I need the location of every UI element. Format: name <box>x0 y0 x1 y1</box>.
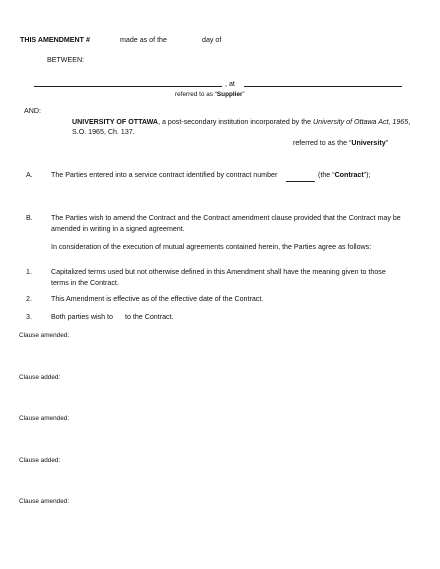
supplier-term: Supplier <box>216 91 243 98</box>
supplier-address-line <box>244 86 402 87</box>
contract-defined-term: (the “Contract”); <box>318 171 371 179</box>
term-1-line2: terms in the Contract. <box>51 279 119 287</box>
term-2-text: This Amendment is effective as of the effective date of the Contract. <box>51 295 264 303</box>
consideration-text: In consideration of the execution of mutual agreements contained herein, the Parties agree as follows: <box>51 243 372 251</box>
recital-a-letter: A. <box>26 171 33 179</box>
term-1-number: 1. <box>26 268 32 276</box>
term-2-number: 2. <box>26 295 32 303</box>
amendment-number-mark: # <box>86 36 90 44</box>
comma-at-text: , at <box>225 80 235 88</box>
day-of-text: day of <box>202 36 222 44</box>
university-referred-line: referred to as the “University” <box>293 139 389 147</box>
recital-b-line1: The Parties wish to amend the Contract and the Contract amendment clause provided that the Contract may be <box>51 214 401 222</box>
and-label: AND: <box>24 107 41 115</box>
university-description-line2: S.O. 1965, Ch. 137. <box>72 128 135 136</box>
term-3-number: 3. <box>26 313 32 321</box>
clause-added-1: Clause added: <box>19 374 61 381</box>
recital-a-text: The Parties entered into a service contract identified by contract number <box>51 171 278 179</box>
clause-amended-2: Clause amended: <box>19 415 70 422</box>
act-name: University of Ottawa Act, 1965 <box>313 118 409 126</box>
made-as-of-text: made as of the <box>120 36 167 44</box>
supplier-referred-line: referred to as “Supplier” <box>175 91 245 98</box>
term-3-text-end: to the Contract. <box>125 313 174 321</box>
recital-b-line2: amended in writing in a signed agreement. <box>51 225 185 233</box>
clause-amended-3: Clause amended: <box>19 498 70 505</box>
supplier-name-line <box>34 86 222 87</box>
between-label: BETWEEN: <box>47 56 85 64</box>
contract-number-line <box>286 181 315 182</box>
recital-b-letter: B. <box>26 214 33 222</box>
university-name: UNIVERSITY OF OTTAWA <box>72 118 159 126</box>
clause-amended-1: Clause amended: <box>19 332 70 339</box>
university-description-line1: UNIVERSITY OF OTTAWA, a post-secondary institution incorporated by the University of Ottawa Act, 1965, <box>72 118 411 126</box>
contract-term: Contract <box>334 171 364 179</box>
amendment-title: THIS AMENDMENT <box>20 36 84 44</box>
term-3-text-start: Both parties wish to <box>51 313 113 321</box>
term-1-line1: Capitalized terms used but not otherwise defined in this Amendment shall have the meaning given to those <box>51 268 386 276</box>
university-term: University <box>351 139 386 147</box>
clause-added-2: Clause added: <box>19 457 61 464</box>
